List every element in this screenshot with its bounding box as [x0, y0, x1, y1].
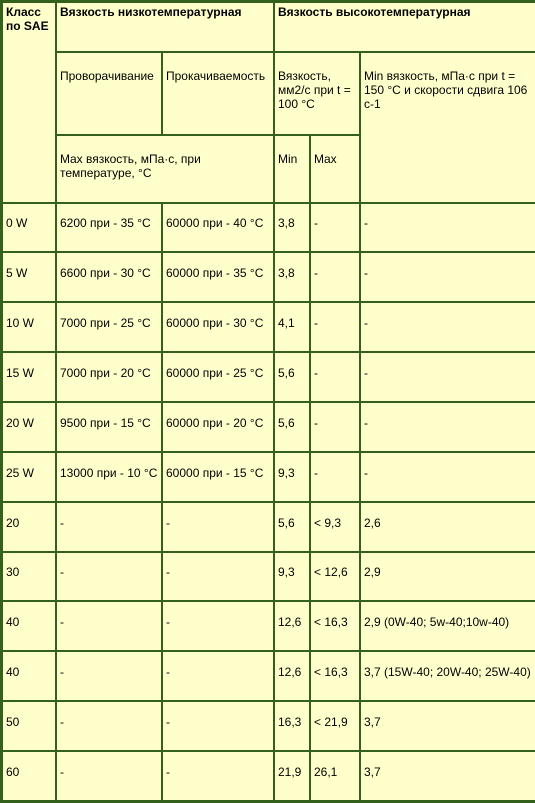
header-max-viscosity-low: Max вязкость, мПа·с, при температуре, °С: [56, 135, 274, 203]
cell-cranking: -: [56, 701, 162, 751]
cell-viscosity-min: 16,3: [274, 701, 310, 751]
cell-min-viscosity-150: 3,7 (15W-40; 20W-40; 25W-40): [360, 651, 535, 701]
cell-viscosity-min: 21,9: [274, 751, 310, 801]
cell-viscosity-min: 12,6: [274, 651, 310, 701]
cell-pumpability: 60000 при - 35 °С: [162, 252, 274, 302]
cell-viscosity-min: 5,6: [274, 402, 310, 452]
cell-viscosity-min: 5,6: [274, 352, 310, 402]
cell-sae-class: 20: [2, 502, 56, 552]
cell-min-viscosity-150: 2,9: [360, 552, 535, 602]
cell-cranking: -: [56, 601, 162, 651]
table-row: [2, 651, 535, 701]
cell-pumpability: 60000 при - 30 °С: [162, 302, 274, 352]
cell-sae-class: 40: [2, 601, 56, 651]
cell-viscosity-max: -: [310, 402, 360, 452]
cell-viscosity-max: < 21,9: [310, 701, 360, 751]
cell-pumpability: -: [162, 502, 274, 552]
cell-min-viscosity-150: 2,6: [360, 502, 535, 552]
cell-cranking: -: [56, 502, 162, 552]
table-row: [2, 502, 535, 552]
cell-viscosity-max: < 16,3: [310, 601, 360, 651]
table-row: [2, 203, 535, 253]
cell-cranking: 6600 при - 30 °С: [56, 252, 162, 302]
header-high-temp-viscosity: Вязкость высокотемпературная: [274, 2, 535, 52]
table-row: [2, 552, 535, 602]
cell-sae-class: 0 W: [2, 203, 56, 253]
header-pumpability: Прокачиваемость: [162, 52, 274, 135]
cell-cranking: 6200 при - 35 °С: [56, 203, 162, 253]
table-row: [2, 402, 535, 452]
cell-min-viscosity-150: -: [360, 402, 535, 452]
cell-viscosity-min: 9,3: [274, 452, 310, 502]
cell-pumpability: 60000 при - 40 °С: [162, 203, 274, 253]
cell-sae-class: 10 W: [2, 302, 56, 352]
cell-min-viscosity-150: -: [360, 452, 535, 502]
cell-pumpability: 60000 при - 15 °С: [162, 452, 274, 502]
cell-cranking: -: [56, 751, 162, 801]
cell-pumpability: -: [162, 701, 274, 751]
cell-sae-class: 5 W: [2, 252, 56, 302]
header-low-temp-viscosity: Вязкость низкотемпературная: [56, 2, 274, 52]
cell-viscosity-min: 3,8: [274, 203, 310, 253]
cell-sae-class: 50: [2, 701, 56, 751]
cell-viscosity-max: -: [310, 452, 360, 502]
cell-viscosity-max: -: [310, 203, 360, 253]
table-row: [2, 701, 535, 751]
cell-pumpability: -: [162, 552, 274, 602]
cell-sae-class: 25 W: [2, 452, 56, 502]
cell-pumpability: -: [162, 751, 274, 801]
cell-cranking: 13000 при - 10 °С: [56, 452, 162, 502]
header-max: Max: [310, 135, 360, 203]
cell-viscosity-min: 9,3: [274, 552, 310, 602]
cell-sae-class: 20 W: [2, 402, 56, 452]
table-row: [2, 751, 535, 801]
cell-pumpability: 60000 при - 25 °С: [162, 352, 274, 402]
cell-viscosity-min: 3,8: [274, 252, 310, 302]
cell-viscosity-max: < 12,6: [310, 552, 360, 602]
table-row: [2, 252, 535, 302]
cell-min-viscosity-150: -: [360, 302, 535, 352]
cell-sae-class: 30: [2, 552, 56, 602]
cell-viscosity-max: -: [310, 302, 360, 352]
cell-viscosity-min: 5,6: [274, 502, 310, 552]
table-row: [2, 352, 535, 402]
cell-min-viscosity-150: -: [360, 203, 535, 253]
cell-sae-class: 60: [2, 751, 56, 801]
header-min: Min: [274, 135, 310, 203]
cell-viscosity-max: -: [310, 352, 360, 402]
cell-pumpability: -: [162, 601, 274, 651]
cell-pumpability: -: [162, 651, 274, 701]
cell-cranking: -: [56, 651, 162, 701]
header-min-viscosity-150: Min вязкость, мПа·с при t = 150 °С и скорости сдвига 106 с-1: [360, 52, 535, 203]
header-viscosity-100: Вязкость, мм2/с при t = 100 °С: [274, 52, 360, 135]
cell-pumpability: 60000 при - 20 °С: [162, 402, 274, 452]
header-sae-class: Класс по SAE: [2, 2, 56, 203]
cell-min-viscosity-150: -: [360, 252, 535, 302]
cell-min-viscosity-150: 3,7: [360, 701, 535, 751]
cell-cranking: 7000 при - 25 °С: [56, 302, 162, 352]
cell-viscosity-max: < 16,3: [310, 651, 360, 701]
cell-min-viscosity-150: 2,9 (0W-40; 5w-40;10w-40): [360, 601, 535, 651]
cell-sae-class: 15 W: [2, 352, 56, 402]
cell-viscosity-min: 12,6: [274, 601, 310, 651]
cell-viscosity-max: -: [310, 252, 360, 302]
cell-cranking: 9500 при - 15 °С: [56, 402, 162, 452]
cell-sae-class: 40: [2, 651, 56, 701]
cell-viscosity-max: 26,1: [310, 751, 360, 801]
cell-viscosity-max: < 9,3: [310, 502, 360, 552]
cell-viscosity-min: 4,1: [274, 302, 310, 352]
header-cranking: Проворачивание: [56, 52, 162, 135]
cell-min-viscosity-150: -: [360, 352, 535, 402]
cell-cranking: -: [56, 552, 162, 602]
table-row: [2, 601, 535, 651]
table-row: [2, 452, 535, 502]
cell-cranking: 7000 при - 20 °С: [56, 352, 162, 402]
cell-min-viscosity-150: 3,7: [360, 751, 535, 801]
table-row: [2, 302, 535, 352]
